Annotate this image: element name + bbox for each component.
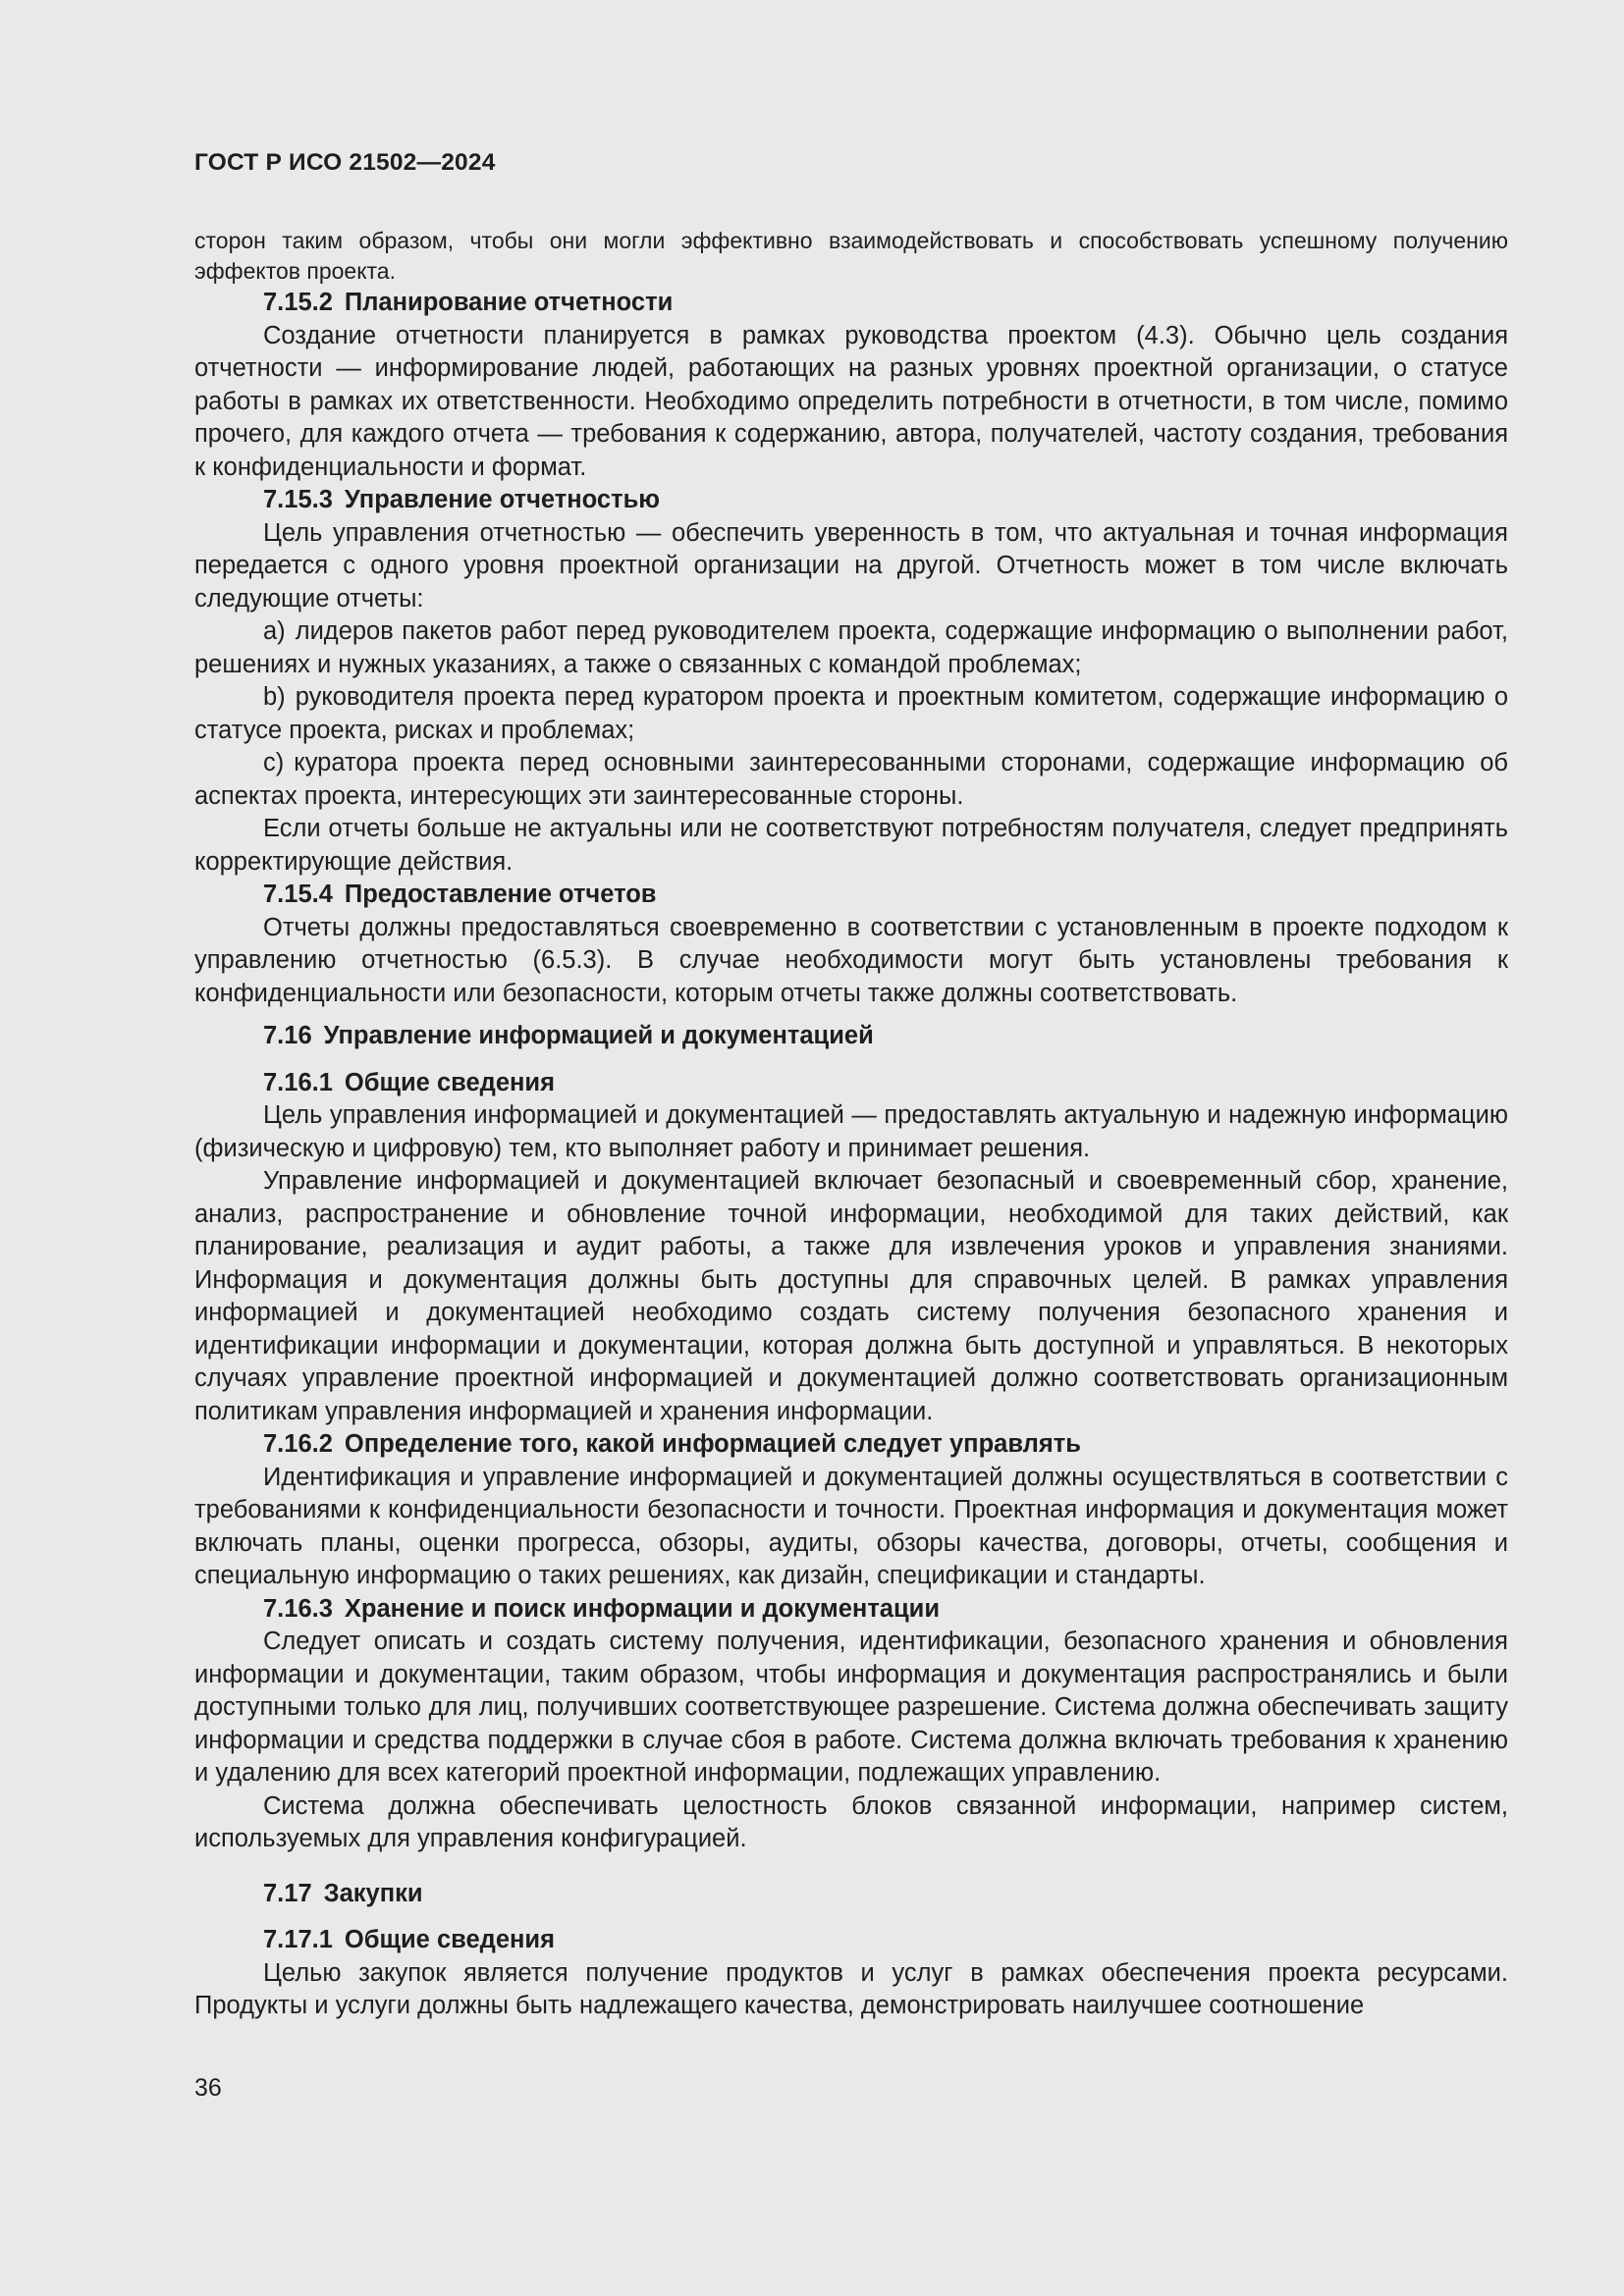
list-item-text: куратора проекта перед основными заинтересованными сторонами, содержащие информацию об аспектах проекта, интересующих эти заинтересованные стороны. [194, 749, 1508, 810]
section-title: Общие сведения [344, 1068, 555, 1096]
paragraph: Идентификация и управление информацией и документацией должны осуществляться в соответствии с требованиями к конфиденциальности безопасности и точности. Проектная информация и документация может включать планы, оценки прогресса, обзоры, аудиты, обзоры качества, договоры, отчеты, сообщения и специальную информацию о таких решениях, как дизайн, спецификации и стандарты. [194, 1463, 1508, 1589]
section-number: 7.16.2 [263, 1430, 333, 1458]
list-marker: a) [263, 617, 286, 645]
document-header: ГОСТ Р ИСО 21502—2024 [194, 149, 496, 176]
list-item [194, 615, 1508, 681]
section-title: Закупки [323, 1879, 423, 1907]
section-title: Хранение и поиск информации и документации [344, 1594, 941, 1623]
intro-paragraph: сторон таким образом, чтобы они могли эффективно взаимодействовать и способствовать успешному получению эффектов проекта. [194, 228, 1508, 284]
list-item [194, 681, 1508, 747]
section-heading-7-15-4 [194, 879, 1508, 912]
section-heading-7-17-1 [194, 1924, 1508, 1957]
section-number: 7.16.3 [263, 1594, 333, 1623]
paragraph: Следует описать и создать систему получения, идентификации, безопасного хранения и обновления информации и документации, таким образом, чтобы информация и документация распространялись и были доступными только для лиц, получивших соответствующее разрешение. Система должна обеспечивать защиту информации и средства поддержки в случае сбоя в работе. Система должна включать требования к хранению и удалению для всех категорий проектной информации, подлежащих управлению. [194, 1628, 1508, 1787]
section-heading-7-16-3 [194, 1593, 1508, 1627]
section-heading-7-17 [194, 1878, 1508, 1911]
section-title: Управление отчетностью [344, 486, 661, 513]
section-number: 7.15.2 [263, 289, 333, 316]
section-title: Управление информацией и документацией [323, 1022, 874, 1049]
section-number: 7.16.1 [263, 1068, 333, 1096]
section-title: Определение того, какой информацией следует управлять [344, 1430, 1081, 1458]
paragraph: Если отчеты больше не актуальны или не соответствуют потребностям получателя, следует предпринять корректирующие действия. [194, 815, 1508, 876]
paragraph: Управление информацией и документацией включает безопасный и своевременный сбор, хранение, анализ, распространение и обновление точной информации, необходимой для таких действий, как планирование, реализация и аудит работы, а также для извлечения уроков и управления знаниями. Информация и документация должны быть доступны для справочных целей. В рамках управления информацией и документацией необходимо создать систему получения безопасного хранения и идентификации информации и документации, которая должна быть доступной и управляться. В некоторых случаях управление проектной информацией и документацией должно соответствовать организационным политикам управления информацией и хранения информации. [194, 1167, 1508, 1425]
section-heading-7-15-3 [194, 484, 1508, 517]
section-number: 7.17 [263, 1879, 312, 1907]
section-heading-7-16-2 [194, 1428, 1508, 1462]
list-item-text: руководителя проекта перед куратором проекта и проектным комитетом, содержащие информацию о статусе проекта, рисках и проблемах; [194, 683, 1508, 744]
paragraph: Цель управления отчетностью — обеспечить уверенность в том, что актуальная и точная информация передается с одного уровня проектной организации на другой. Отчетность может в том числе включать следующие отчеты: [194, 518, 1508, 613]
section-number: 7.15.4 [263, 881, 333, 908]
section-number: 7.17.1 [263, 1926, 333, 1953]
list-marker: c) [263, 749, 285, 776]
page-number: 36 [194, 2074, 222, 2102]
section-title: Предоставление отчетов [344, 881, 657, 908]
section-heading-7-16-1 [194, 1067, 1508, 1100]
paragraph: Создание отчетности планируется в рамках руководства проектом (4.3). Обычно цель создания отчетности — информирование людей, работающих на разных уровнях проектной организации, о статусе работы в рамках их ответственности. Необходимо определить потребности в отчетности, в том числе, помимо прочего, для каждого отчета — требования к содержанию, автора, получателей, частоту создания, требования к конфиденциальности и формат. [194, 321, 1508, 481]
paragraph: Система должна обеспечивать целостность блоков связанной информации, например систем, используемых для управления конфигурацией. [194, 1791, 1508, 1852]
list-item [194, 747, 1508, 813]
section-title: Общие сведения [344, 1926, 555, 1953]
section-heading-7-15-2 [194, 287, 1508, 320]
paragraph: Отчеты должны предоставляться своевременно в соответствии с установленным в проекте подходом к управлению отчетностью (6.5.3). В случае необходимости могут быть установлены требования к конфиденциальности или безопасности, которым отчеты также должны соответствовать. [194, 913, 1508, 1007]
paragraph: Целью закупок является получение продуктов и услуг в рамках обеспечения проекта ресурсами. Продукты и услуги должны быть надлежащего качества, демонстрировать наилучшее соотношение [194, 1958, 1508, 2019]
section-number: 7.16 [263, 1022, 312, 1049]
paragraph: Цель управления информацией и документацией — предоставлять актуальную и надежную информацию (физическую и цифровую) тем, кто выполняет работу и принимает решения. [194, 1101, 1508, 1162]
section-heading-7-16 [194, 1020, 1508, 1053]
document-body [194, 226, 1508, 2023]
list-item-text: лидеров пакетов работ перед руководителем проекта, содержащие информацию о выполнении работ, решениях и нужных указаниях, а также о связанных с командой проблемах; [194, 617, 1508, 678]
section-number: 7.15.3 [263, 486, 333, 513]
list-marker: b) [263, 683, 286, 711]
section-title: Планирование отчетности [344, 289, 674, 316]
